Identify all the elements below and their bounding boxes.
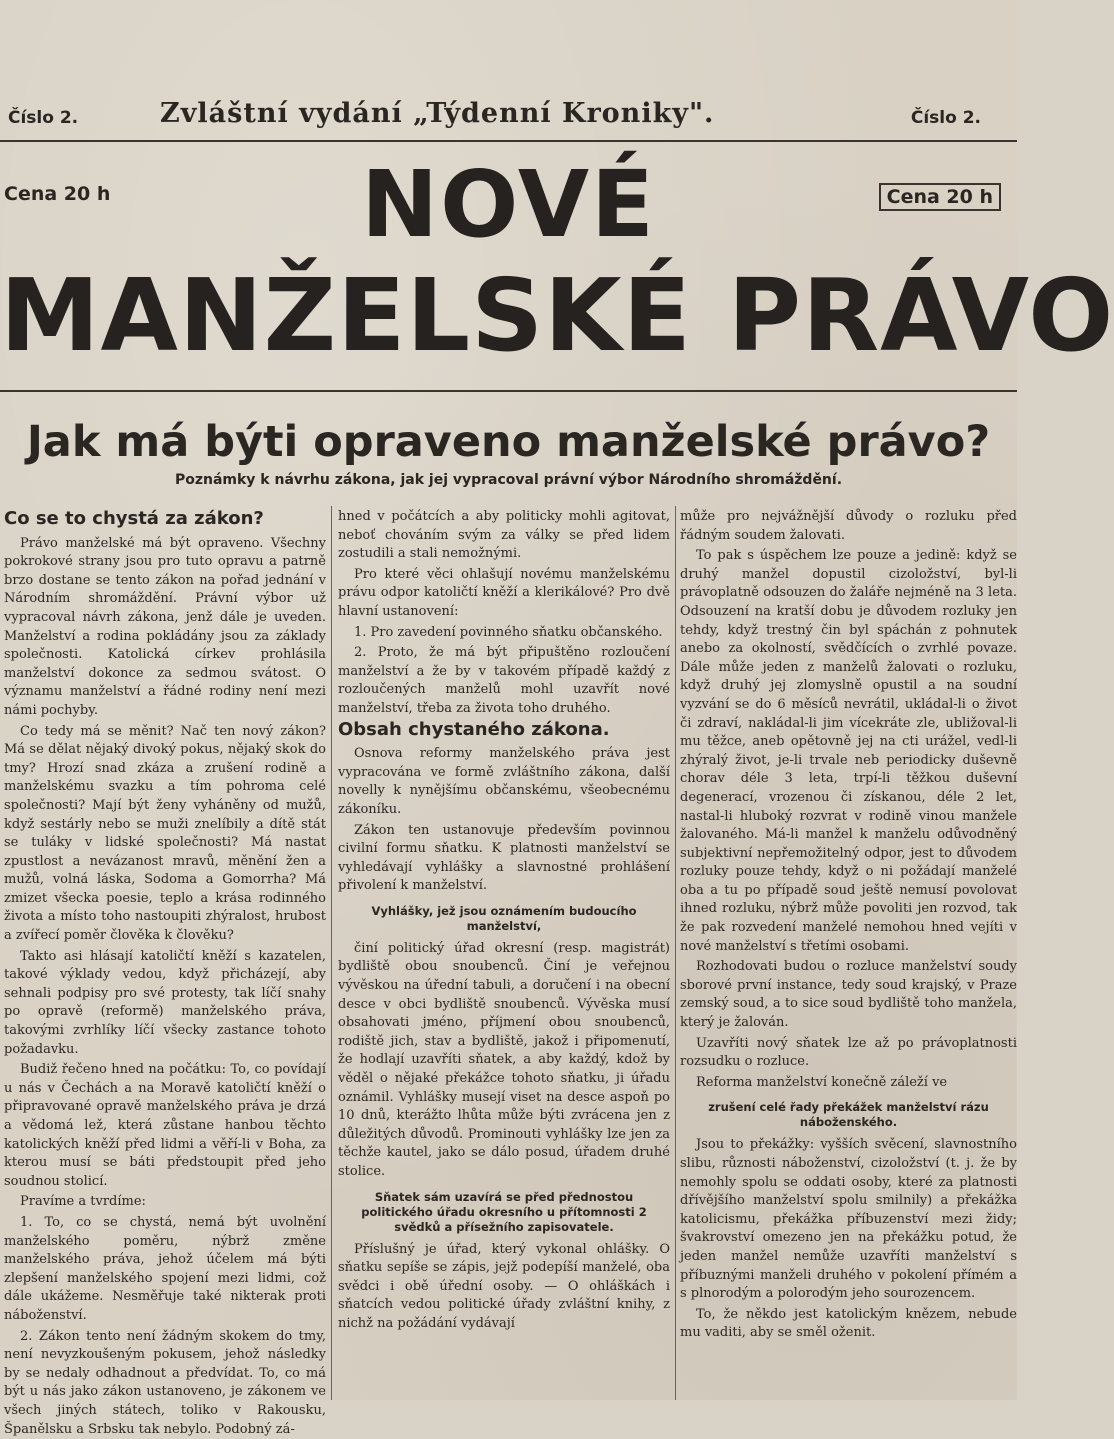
sub-headline: Poznámky k návrhu zákona, jak jej vypracoval právní výbor Národního shromáždění. bbox=[174, 472, 843, 488]
main-headline: Jak má býti opraveno manželské právo? bbox=[26, 417, 991, 467]
col3-paragraph: Uzavříti nový sňatek lze až po právoplatnosti rozsudku o rozluce. bbox=[680, 1035, 1017, 1070]
title-line-1: NOVÉ bbox=[361, 151, 656, 258]
price-right: Cena 20 h bbox=[879, 183, 1001, 211]
title-line-2: MANŽELSKÉ PRÁVO bbox=[0, 257, 1114, 374]
col3-subheading: zrušení celé řady překážek manželství rázu náboženského. bbox=[708, 1100, 989, 1130]
col2-list-item: 1. Pro zavedení povinného sňatku občanského. bbox=[354, 624, 663, 640]
col2-paragraph: Pro které věci ohlašují novému manželskému právu odpor katoličtí kněží a klerikálové? Pro dvě hlavní ustanovení: bbox=[338, 566, 670, 619]
col2-heading: Obsah chystaného zákona. bbox=[338, 718, 610, 740]
col2-subheading: Sňatek sám uzavírá se před přednostou politického úřadu okresního u přítomnosti 2 svědků a přísežního zapisovatele. bbox=[361, 1189, 647, 1234]
masthead-rule-top bbox=[0, 140, 1017, 142]
edition-line: Zvláštní vydání „Týdenní Kroniky". bbox=[160, 98, 715, 129]
col2-paragraph: činí politický úřad okresní (resp. magistrát) bydliště obou snoubenců. Činí je veřejnou vývěskou na úřední tabuli, a doručení i na obecní desce v obci bydliště snoubenců. Vývěska musí obsahovati jméno, příjmení obou snoubenců, rodiště jich, stav a bydliště, jakož i připomenutí, že hodlají uzavříti sňatek, a aby každý, kdož by věděl o nějaké překážce tohoto sňatku, ji úřadu oznámil. Vyhlášky musejí viset na desce aspoň po 10 dnů, kterážto lhůta může býti zvrácena jen z důležitých důvodů. Prominouti vyhlášky lze jen za těchže kautel, jako se dálo posud, úřadem druhé stolice. bbox=[338, 940, 670, 1179]
col3-paragraph: To pak s úspěchem lze pouze a jedině: když se druhý manžel dopustil cizoložství, byl-li právoplatně odsouzen do žaláře nejméně na 3 leta. Odsouzení na kratší dobu je důvodem rozluky jen tehdy, když trestný čin byl spáchán z pohnutek anebo za okolností, svědčících o zvrhlé povaze. Dále může jeden z manželů žalovati o rozluku, když druhý jej zlomyslně opustil a na soudní vyzvání se do 6 měsíců nevrátil, ukládal-li o život či zdraví, nakládal-li jim vícekráte zle, ubližoval-li mu těžce, aneb opětovně jej na cti urážel, vedl-li zhýralý život, je-li trvale neb periodicky duševně chorav déle 3 leta, trpí-li těžkou duševní degenerací, vrozenou či získanou, déle 2 let, nastal-li hluboký rozvrat v rodině vinou manžele žalovaného. Má-li manžel k manželu odůvodněný subjektivní nepřemožitelný odpor, jest to důvodem rozluky pouze tehdy, když o ni požádají manželé oba a tu po případě soud ještě nemusí povolovat ihned rozluku, nýbrž může povoliti jen rozvod, tak že pak rozvedení manželé nemohou hned vejíti v nové manželství s třetími osobami. bbox=[680, 548, 1017, 954]
col3-paragraph: Reforma manželství konečně záleží ve bbox=[696, 1074, 948, 1090]
col3-paragraph: Rozhodovati budou o rozluce manželství soudy sborové první instance, tedy soud krajský, v Praze zemský soud, a to sice soud bydliště toho manžela, který je žalován. bbox=[680, 959, 1017, 1031]
col1-paragraph: 1. To, co se chystá, nemá být uvolnění manželského poměru, nýbrž změne manželského práva, jehož účelem má býti zlepšení manželského spojení mezi lidmi, což dále ukážeme. Nesměřuje také nikterak proti náboženství. bbox=[4, 1214, 326, 1323]
col2-paragraph: Příslušný je úřad, který vykonal ohlášky. O sňatku sepíše se zápis, jejž podepíší manželé, oba svědci i obě úřední osoby. — O ohláškách i sňatcích vedou politické úřady zvláštní knihy, z nichž na požádání vydávají bbox=[338, 1241, 670, 1331]
col3-paragraph: Jsou to překážky: vyšších svěcení, slavnostního slibu, různosti náboženství, cizoložství (t. j. že by nemohly spolu se oddati osoby, které za platnosti dřívějšího manželství spolu smilnily) a překážka katolicismu, překážka příbuzenství mezi židy; švakrovství omezeno jen na překážku potud, že jeden manžel nemůže uzavříti manželství s příbuznými manželi druhého v pokolení přímém a s plnorodým a polorodým jeho sourozencem. bbox=[680, 1137, 1017, 1302]
col2-paragraph: Zákon ten ustanovuje především povinnou civilní formu sňatku. K platnosti manželství se vyhledávají vyhlášky a slavnostné prohlášení přivolení k manželství. bbox=[338, 822, 670, 894]
column-divider-2 bbox=[675, 506, 676, 1400]
col2-paragraph: hned v počátcích a aby politicky mohli agitovat, neboť chováním svým za války se před lidem zostudili a stali nemožnými. bbox=[338, 509, 670, 562]
col1-paragraph: 2. Zákon tento není žádným skokem do tmy, není nevyzkoušeným pokusem, jehož následky by se nedaly odhadnout a předvídat. To, co má být u nás jako zákon ustanoveno, je zákonem ve všech jiných státech, toliko v Rakousku, Španělsku a Srbsku tak nebylo. Podobný zá- bbox=[4, 1328, 326, 1437]
col2-list-item: 2. Proto, že má být připuštěno rozloučení manželství a že by v takovém případě každý z rozloučených manželů mohl uzavřít nové manželství, třeba za života toho druhého. bbox=[338, 645, 670, 716]
col1-heading: Co se to chystá za zákon? bbox=[4, 508, 264, 529]
masthead-topline bbox=[0, 92, 1017, 142]
col3-paragraph: může pro nejvážnější důvody o rozluku před řádným soudem žalovati. bbox=[680, 509, 1017, 543]
issue-number-left: Číslo 2. bbox=[8, 108, 79, 128]
column-2 bbox=[338, 508, 670, 1400]
col1-paragraph: Budiž řečeno hned na počátku: To, co povídají u nás v Čechách a na Moravě katoličtí kněží o připravované opravě manželského práva je drzá a vědomá lež, která zůstane hanbou těchto katolických kněží před lidmi a věří-li v Boha, za kterou musí se báti předstoupit před jeho soudnou stolicí. bbox=[4, 1062, 326, 1189]
col1-paragraph: Právo manželské má být opraveno. Všechny pokrokové strany jsou pro tuto opravu a patrně brzo dostane se tento zákon na pořad jednání v Národním shromáždění. Právní výbor už vypracoval návrh zákona, jenž dále je uveden. Manželství a rodina pokládány jsou za základy společnosti. Katolická církev prohlásila manželství dokonce za sedmou svátost. O významu manželství a řádné rodiny není mezi námi pochyby. bbox=[4, 535, 326, 718]
column-divider-1 bbox=[331, 506, 332, 1400]
col1-paragraph: Pravíme a tvrdíme: bbox=[20, 1194, 146, 1210]
price-left: Cena 20 h bbox=[4, 183, 111, 205]
col3-paragraph: To, že někdo jest katolickým knězem, nebude mu vaditi, aby se směl oženit. bbox=[680, 1306, 1017, 1341]
col2-subheading: Vyhlášky, jež jsou oznámením budoucího manželství, bbox=[371, 903, 637, 933]
col2-paragraph: Osnova reformy manželského práva jest vypracována ve formě zvláštního zákona, další novelly k nynějšímu občanskému, všeobecnému zákoníku. bbox=[338, 746, 670, 817]
col1-paragraph: Takto asi hlásají katoličtí kněží s kazatelen, takové výklady vedou, když přicházejí, aby sehnali podpisy pro své protesty, tak líčí snahy po opravě (reformě) manželského práva, takovými zvrhlíky líčí všecky zastance tohoto požadavku. bbox=[4, 948, 326, 1057]
column-3 bbox=[680, 508, 1017, 1400]
col1-paragraph: Co tedy má se měnit? Nač ten nový zákon? Má se dělat nějaký divoký pokus, nějaký skok do tmy? Hrozí snad zkáza a zrušení rodině a manželskému svazku a tím pohroma celé společnosti? Mají být ženy vyháněny od mužů, když sestárly nebo se muži znelíbily a dítě stát se tuláky v lidské společnosti? Má nastat zpustlost a nevázanost mravů, měnění žen a mužů, volná láska, Sodoma a Gomorrha? Má zmizet všecka poesie, teplo a krása rodinného života a místo toho nastoupiti zhýralost, hrubost a zvířecí poměr člověka k člověku? bbox=[4, 723, 326, 944]
masthead-rule-bottom bbox=[0, 390, 1017, 392]
issue-number-right: Číslo 2. bbox=[910, 108, 981, 128]
column-1 bbox=[4, 508, 326, 1437]
